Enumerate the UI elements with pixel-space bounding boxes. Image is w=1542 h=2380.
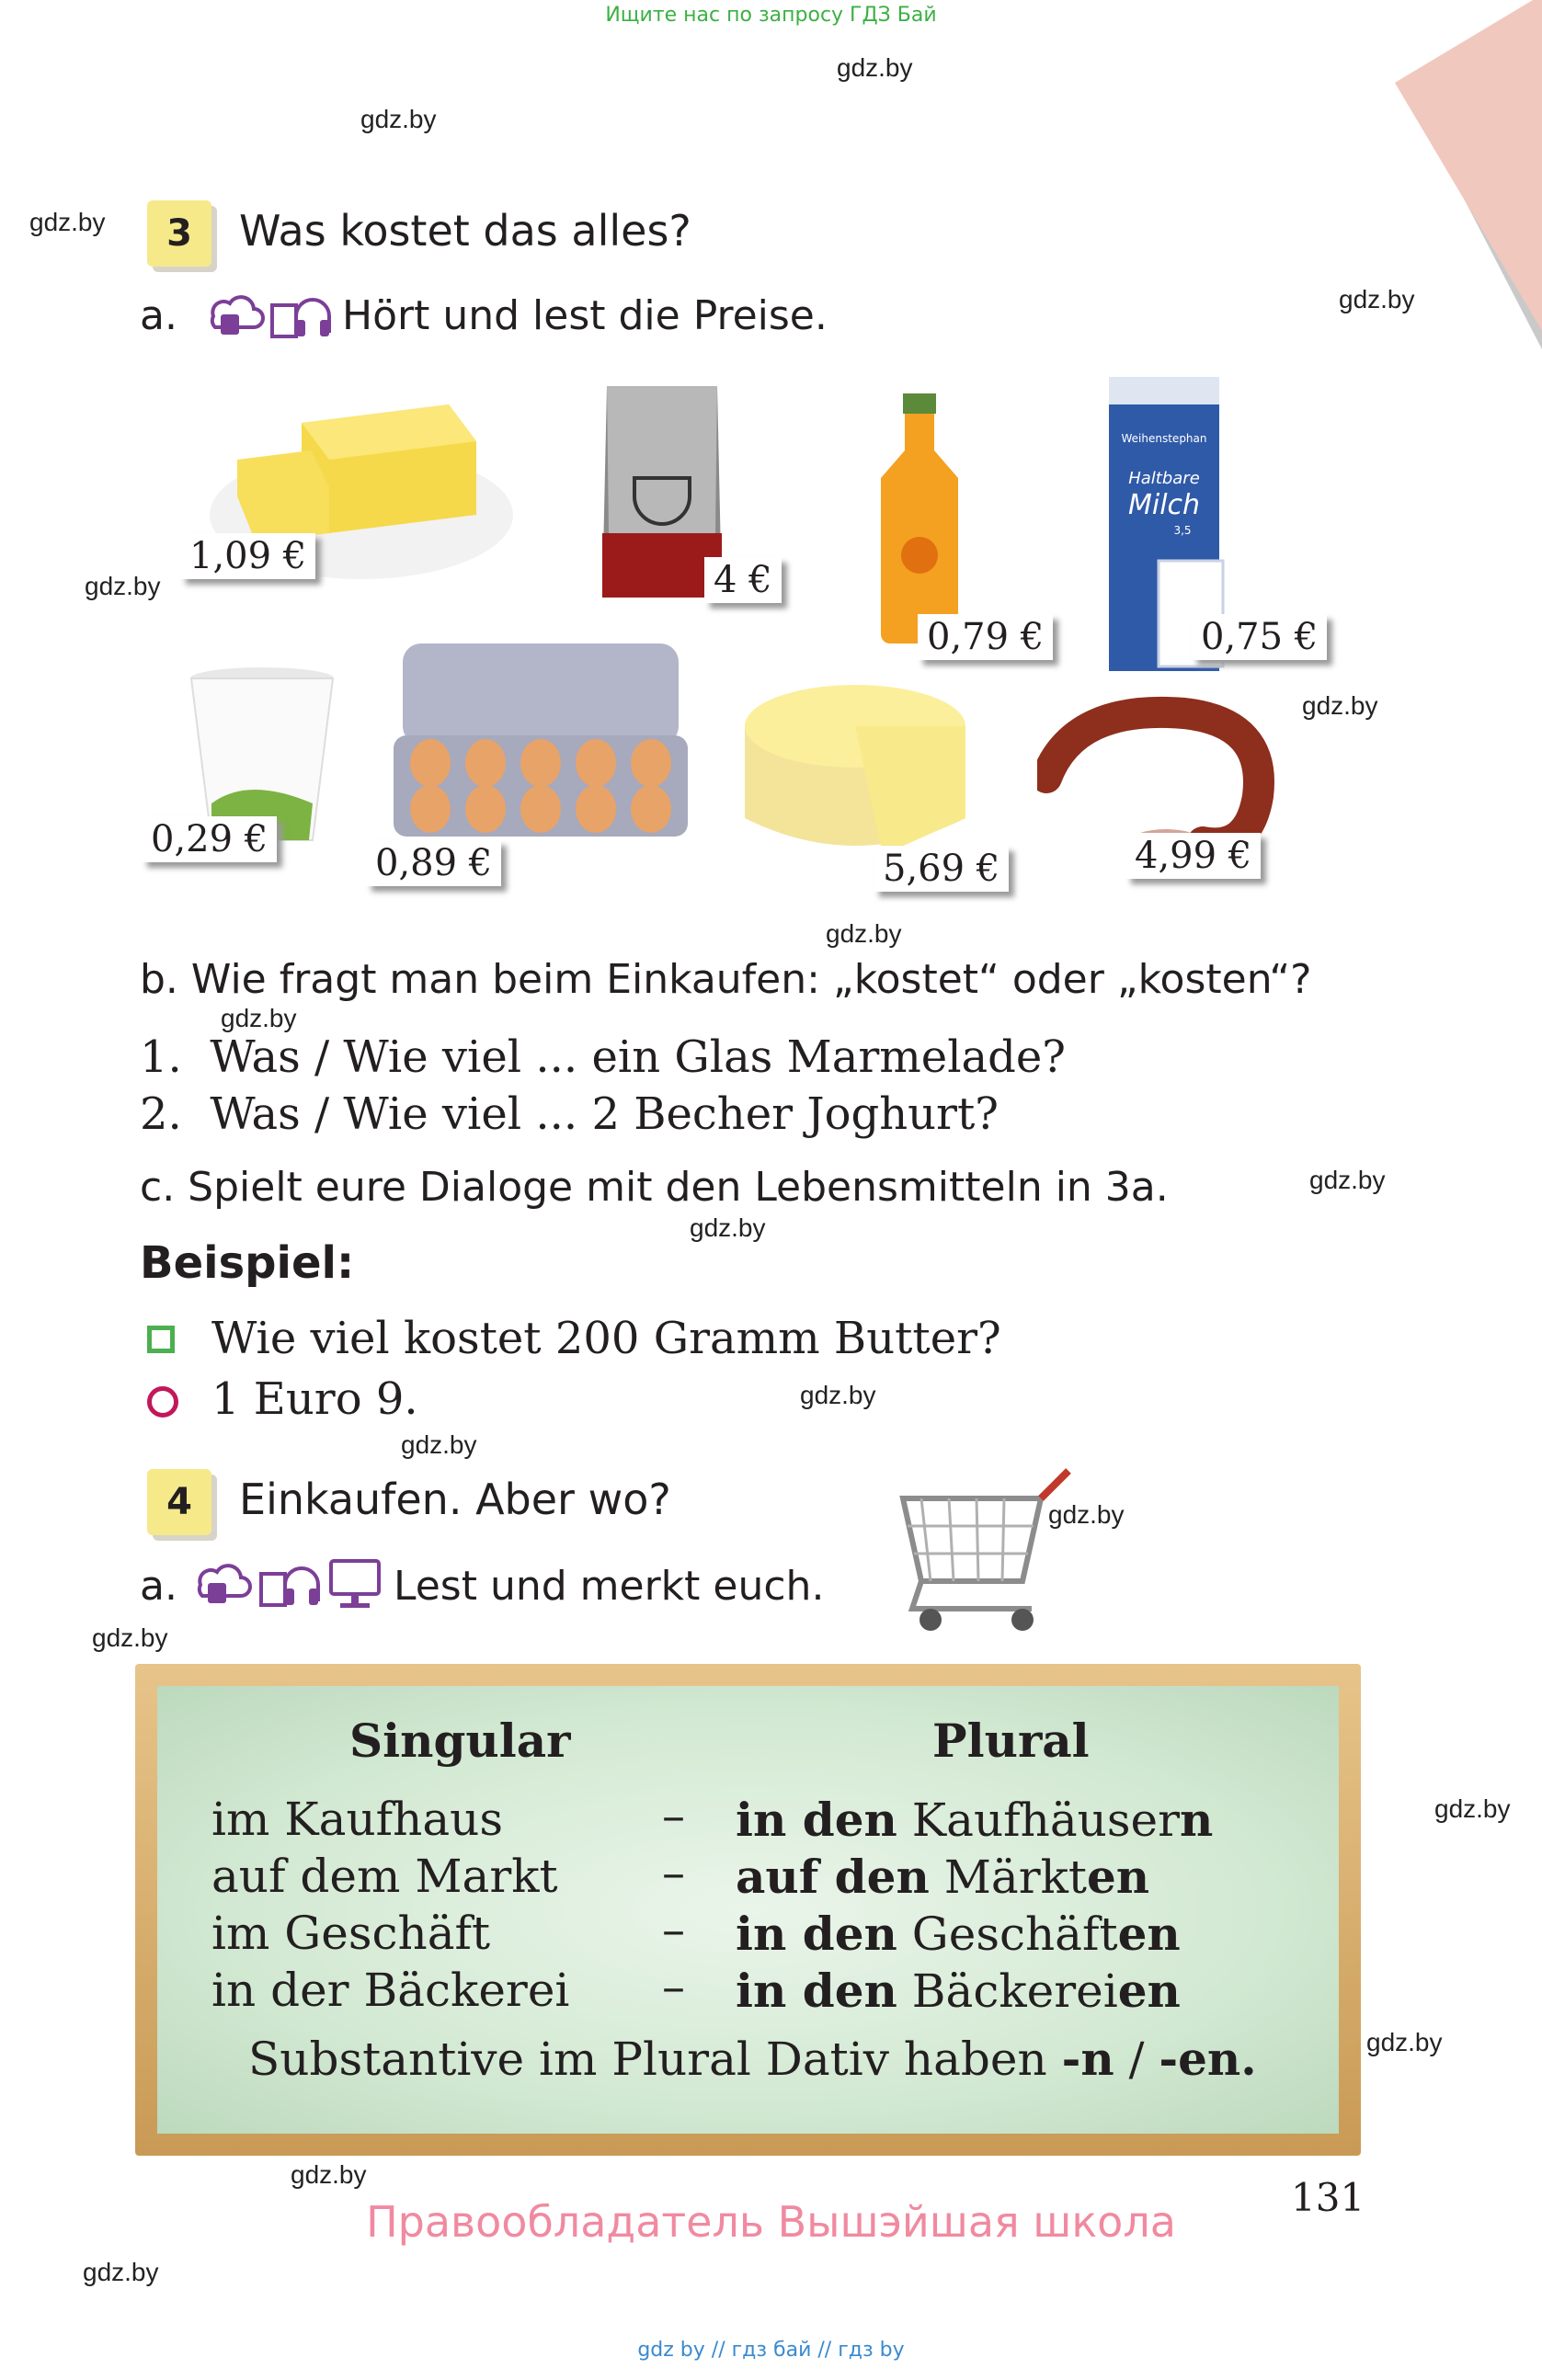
task-letter: a. <box>140 1563 177 1610</box>
plural-header: Plural <box>932 1714 1090 1768</box>
rights-holder: Правообладатель Вышэйшая школа <box>366 2197 1176 2247</box>
singular-item: auf dem Markt <box>211 1850 558 1903</box>
square-bullet-icon <box>147 1326 175 1353</box>
page-number: 131 <box>1291 2175 1365 2220</box>
task-instruction: Hört und lest die Preise. <box>342 292 828 339</box>
dialog-line: 1 Euro 9. <box>211 1373 418 1425</box>
milk-line2: Milch <box>1127 489 1201 521</box>
watermark: gdz.by <box>1366 2028 1443 2056</box>
watermark: gdz.by <box>85 572 161 600</box>
plural-item: in den Kaufhäusern <box>736 1793 1214 1847</box>
juice-bottle-image <box>864 390 975 647</box>
task-c-title: c. Spielt eure Dialoge mit den Lebensmitteln in 3a. <box>140 1164 1169 1211</box>
beispiel-label: Beispiel: <box>140 1237 355 1289</box>
shopping-cart-icon <box>894 1462 1078 1636</box>
book-audio-icon <box>268 292 333 342</box>
dash: – <box>662 1960 685 2013</box>
plural-item: in den Bäckereien <box>736 1964 1181 2018</box>
circle-bullet-icon <box>147 1386 178 1418</box>
watermark: gdz.by <box>1434 1794 1511 1823</box>
dash: – <box>662 1903 685 1956</box>
watermark: gdz.by <box>1048 1500 1125 1529</box>
task-instruction: Lest und merkt euch. <box>394 1563 825 1610</box>
watermark: gdz.by <box>83 2258 159 2286</box>
watermark: gdz.by <box>1339 285 1415 313</box>
bottom-banner: gdz by // гдз бай // гдз by <box>637 2339 905 2362</box>
question-item: 1. Was / Wie viel ... ein Glas Marmelade? <box>140 1031 1067 1083</box>
plural-item: in den Geschäften <box>736 1907 1181 1961</box>
price-label: 1,09 € <box>180 533 315 579</box>
singular-item: im Geschäft <box>211 1907 491 1960</box>
watermark: gdz.by <box>837 53 913 82</box>
watermark: gdz.by <box>1309 1166 1386 1194</box>
price-label: 5,69 € <box>874 846 1009 892</box>
watermark: gdz.by <box>92 1623 168 1652</box>
price-label: 0,75 € <box>1192 614 1327 660</box>
question-item: 2. Was / Wie viel ... 2 Becher Joghurt? <box>140 1088 999 1140</box>
audio-cloud-icon <box>200 290 265 342</box>
exercise-title: Was kostet das alles? <box>239 206 691 256</box>
task-b-title: b. Wie fragt man beim Einkaufen: „kostet“ oder „kosten“? <box>140 956 1312 1003</box>
grammar-rule: Substantive im Plural Dativ haben -n / -en. <box>248 2032 1257 2086</box>
watermark: gdz.by <box>826 919 902 948</box>
exercise-number-badge: 4 <box>147 1469 211 1535</box>
singular-item: in der Bäckerei <box>211 1964 570 2017</box>
dash: – <box>662 1846 685 1899</box>
price-label: 4,99 € <box>1125 833 1261 879</box>
dash: – <box>662 1789 685 1842</box>
price-label: 0,89 € <box>366 840 501 886</box>
exercise-title: Einkaufen. Aber wo? <box>239 1475 671 1524</box>
book-audio-icon <box>257 1561 322 1611</box>
price-label: 0,29 € <box>142 816 277 862</box>
watermark: gdz.by <box>29 208 106 236</box>
watermark: gdz.by <box>360 105 437 133</box>
top-banner: Ищите нас по запросу ГДЗ Бай <box>605 4 937 27</box>
egg-carton-image <box>394 643 688 846</box>
milk-line1: Haltbare <box>1128 469 1200 488</box>
watermark: gdz.by <box>401 1430 477 1459</box>
audio-cloud-icon <box>188 1559 252 1611</box>
price-label: 4 € <box>704 557 782 603</box>
price-label: 0,79 € <box>918 614 1053 660</box>
watermark: gdz.by <box>221 1004 297 1032</box>
dialog-line: Wie viel kostet 200 Gramm Butter? <box>211 1313 1001 1364</box>
milk-brand: Weihenstephan <box>1121 432 1207 445</box>
singular-item: im Kaufhaus <box>211 1793 504 1846</box>
task-letter: a. <box>140 292 177 339</box>
watermark: gdz.by <box>291 2160 367 2189</box>
singular-header: Singular <box>349 1714 571 1768</box>
watermark: gdz.by <box>1302 691 1378 720</box>
milk-fat: 3,5 <box>1173 524 1192 537</box>
watermark: gdz.by <box>690 1213 766 1242</box>
watermark: gdz.by <box>800 1381 876 1409</box>
cheese-image <box>736 671 975 864</box>
plural-item: auf den Märkten <box>736 1850 1150 1904</box>
monitor-icon <box>327 1557 383 1611</box>
exercise-number-badge: 3 <box>147 200 211 267</box>
